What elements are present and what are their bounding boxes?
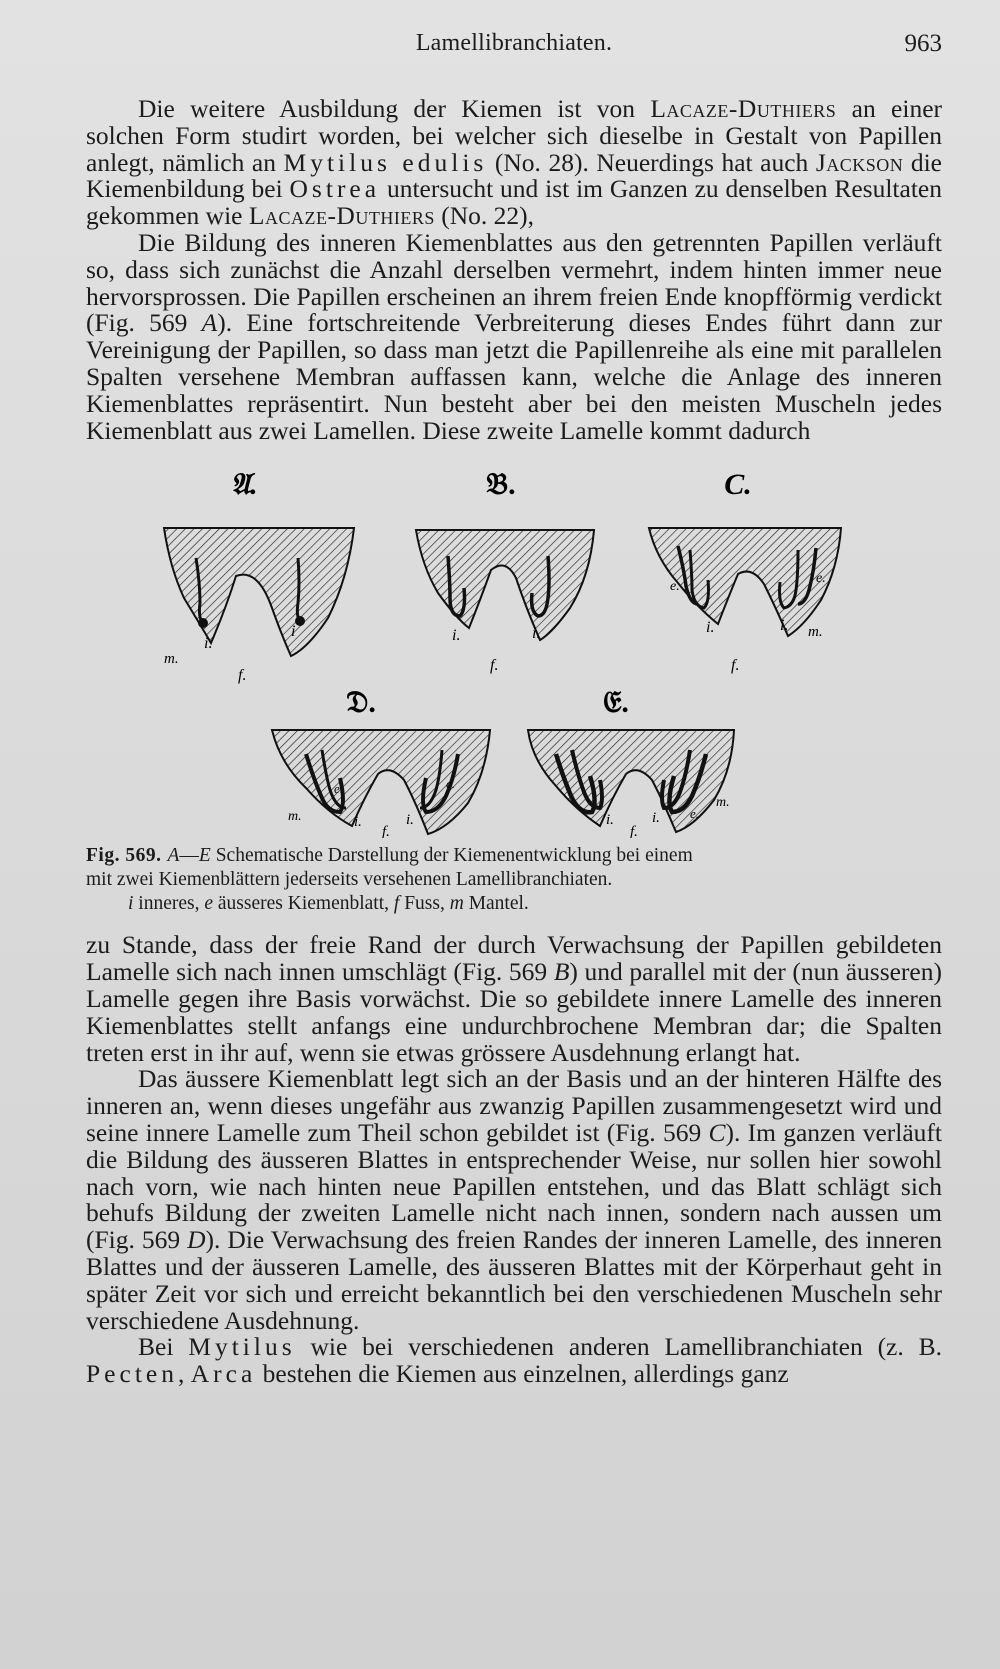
caption-legend: i inneres, e äusseres Kiemenblatt, f Fuss, m Mantel. [128, 893, 529, 915]
panel-e-section [528, 730, 734, 832]
author-name: Jackson [815, 147, 904, 177]
page-number: 963 [904, 30, 942, 57]
running-head: Lamellibranchiaten. [415, 30, 613, 56]
label-i: i. [780, 617, 789, 635]
label-e: e. [670, 579, 680, 595]
figure-reference: B [553, 957, 570, 987]
panel-label-b: 𝔅. [486, 468, 516, 502]
panel-label-d: 𝔇. [346, 686, 376, 720]
panel-a-section [164, 528, 354, 656]
label-f: f. [382, 824, 390, 839]
page-header [86, 0, 942, 96]
label-e: e. [816, 571, 826, 587]
label-i: i. [204, 635, 213, 653]
label-m: m. [288, 809, 302, 825]
papilla-knob-right [295, 616, 305, 626]
paragraph-2: Die Bildung des inneren Kiemenblattes aus den getrennten Papillen verläuft so, dass sich zunächst die Anzahl derselben vermehrt, indem hinten immer neue hervorsprossen. Die Papillen erscheinen an ihrem freien Ende knopfförmig verdickt (Fig. 569 A). Eine fortschreitende Verbreiterung dieses Endes führt dann zur Vereinigung der Papillen, so dass man jetzt die Papillenreihe als eine mit parallelen Spalten versehene Membran auffassen kann, welche die Anlage des inneren Kiemenblattes repräsentirt. Nun besteht aber bei den meisten Muscheln jedes Kiemenblatt aus zwei Lamellen. Diese zweite Lamelle kommt dadurch [86, 227, 942, 445]
panel-label-c: C. [724, 468, 752, 502]
label-f: f. [630, 824, 638, 839]
panel-a [164, 468, 354, 684]
panel-c [649, 468, 841, 674]
figure-reference: A [201, 308, 218, 338]
label-i: i. [532, 625, 541, 643]
figure-reference: D [187, 1225, 206, 1255]
panel-label-e: 𝔈. [603, 686, 629, 720]
panel-d-section [272, 730, 490, 834]
label-f: f. [490, 657, 499, 675]
species-name: Arca [190, 1359, 257, 1389]
paragraph-1: Die weitere Ausbildung der Kiemen ist von Lacaze-Duthiers an einer solchen Form studirt worden, bei welcher sich dieselbe in Gestalt von Papillen anlegt, nämlich an Mytilus edulis (No. 28). Neuerdings hat auch Jackson die Kiemenbildung bei Ostrea untersucht und ist im Ganzen zu denselben Resultaten gekommen wie Lacaze-Duthiers (No. 22), [86, 94, 943, 231]
label-i: i. [354, 814, 362, 831]
figure-reference: C [708, 1117, 726, 1147]
label-m: m. [716, 795, 730, 811]
label-e: e. [446, 776, 456, 792]
species-name: Mytilus edulis [283, 147, 488, 177]
gill-development-diagram [86, 458, 942, 838]
panel-d [272, 686, 490, 838]
species-name: Mytilus [188, 1332, 296, 1362]
label-e: e. [334, 781, 344, 797]
panel-label-a: 𝔄. [230, 468, 258, 502]
label-i: i. [406, 812, 414, 829]
label-m: m. [164, 651, 179, 668]
panel-e [528, 686, 734, 838]
paragraph-3: zu Stande, dass der freie Rand der durch Verwachsung der Papillen gebildeten Lamelle sich nach innen umschlägt (Fig. 569 B) und parallel mit der (nun äusseren) Lamelle gegen ihre Basis vorwächst. Die so gebildete innere Lamelle des inneren Kiemenblattes stellt anfangs eine undurchbrochene Membran dar; die Spalten treten erst in ihr auf, wenn sie etwas grössere Ausdehnung erlangt hat. [86, 930, 942, 1067]
species-name: Ostrea [289, 174, 381, 204]
body-text-top [86, 96, 942, 444]
label-i: i. [606, 812, 614, 829]
author-name: Lacaze-Duthiers [248, 201, 435, 231]
panel-b [416, 468, 594, 674]
species-name: Pecten [86, 1359, 178, 1389]
label-i: i. [706, 619, 715, 637]
figure-caption: Fig. 569. A—E Schematische Darstellung der Kiemenentwicklung bei einem mit zwei Kiemenblättern jederseits versehenen Lamellibranchiaten. i inneres, e äusseres Kiemenblatt, f Fuss, m Mantel. [86, 844, 942, 916]
paragraph-4: Das äussere Kiemenblatt legt sich an der Basis und an der hinteren Hälfte des inneren an, wenn dieses ungefähr aus zwanzig Papillen zusammengesetzt wird und seine innere Lamelle zum Theil schon gebildet ist (Fig. 569 C). Im ganzen verläuft die Bildung des äusseren Blattes in entsprechender Weise, nur sollen hier sowohl nach vorn, wie nach hinten neue Papillen entstehen, und das Blatt schlägt sich behufs Bildung der zweiten Lamelle nicht nach innen, sondern nach aussen um (Fig. 569 D). Die Verwachsung des freien Randes der inneren Lamelle, des inneren Blattes und der äusseren Lamelle, des äusseren Blattes mit der Körperhaut geht in später Zeit vor sich und erreicht bekanntlich bei den verschiedenen Muscheln sehr verschiedene Ausdehnung. [86, 1064, 943, 1335]
body-text-bottom [86, 932, 942, 1388]
panel-b-section [416, 530, 594, 643]
label-e: e. [690, 806, 700, 822]
label-m: m. [808, 624, 823, 641]
label-f: f. [238, 667, 247, 685]
author-name: Lacaze-Duthiers [650, 94, 837, 123]
label-f: f. [731, 657, 740, 675]
label-i: i [291, 623, 296, 641]
figure-569 [86, 458, 942, 838]
label-i: i. [652, 810, 660, 827]
label-i: i. [452, 627, 461, 645]
papilla-knob-left [198, 618, 208, 628]
figure-label: Fig. 569. [86, 845, 162, 867]
paragraph-5: Bei Mytilus wie bei verschiedenen anderen Lamellibranchiaten (z. B. Pecten, Arca bestehen die Kiemen aus einzelnen, allerdings ganz [86, 1332, 942, 1389]
